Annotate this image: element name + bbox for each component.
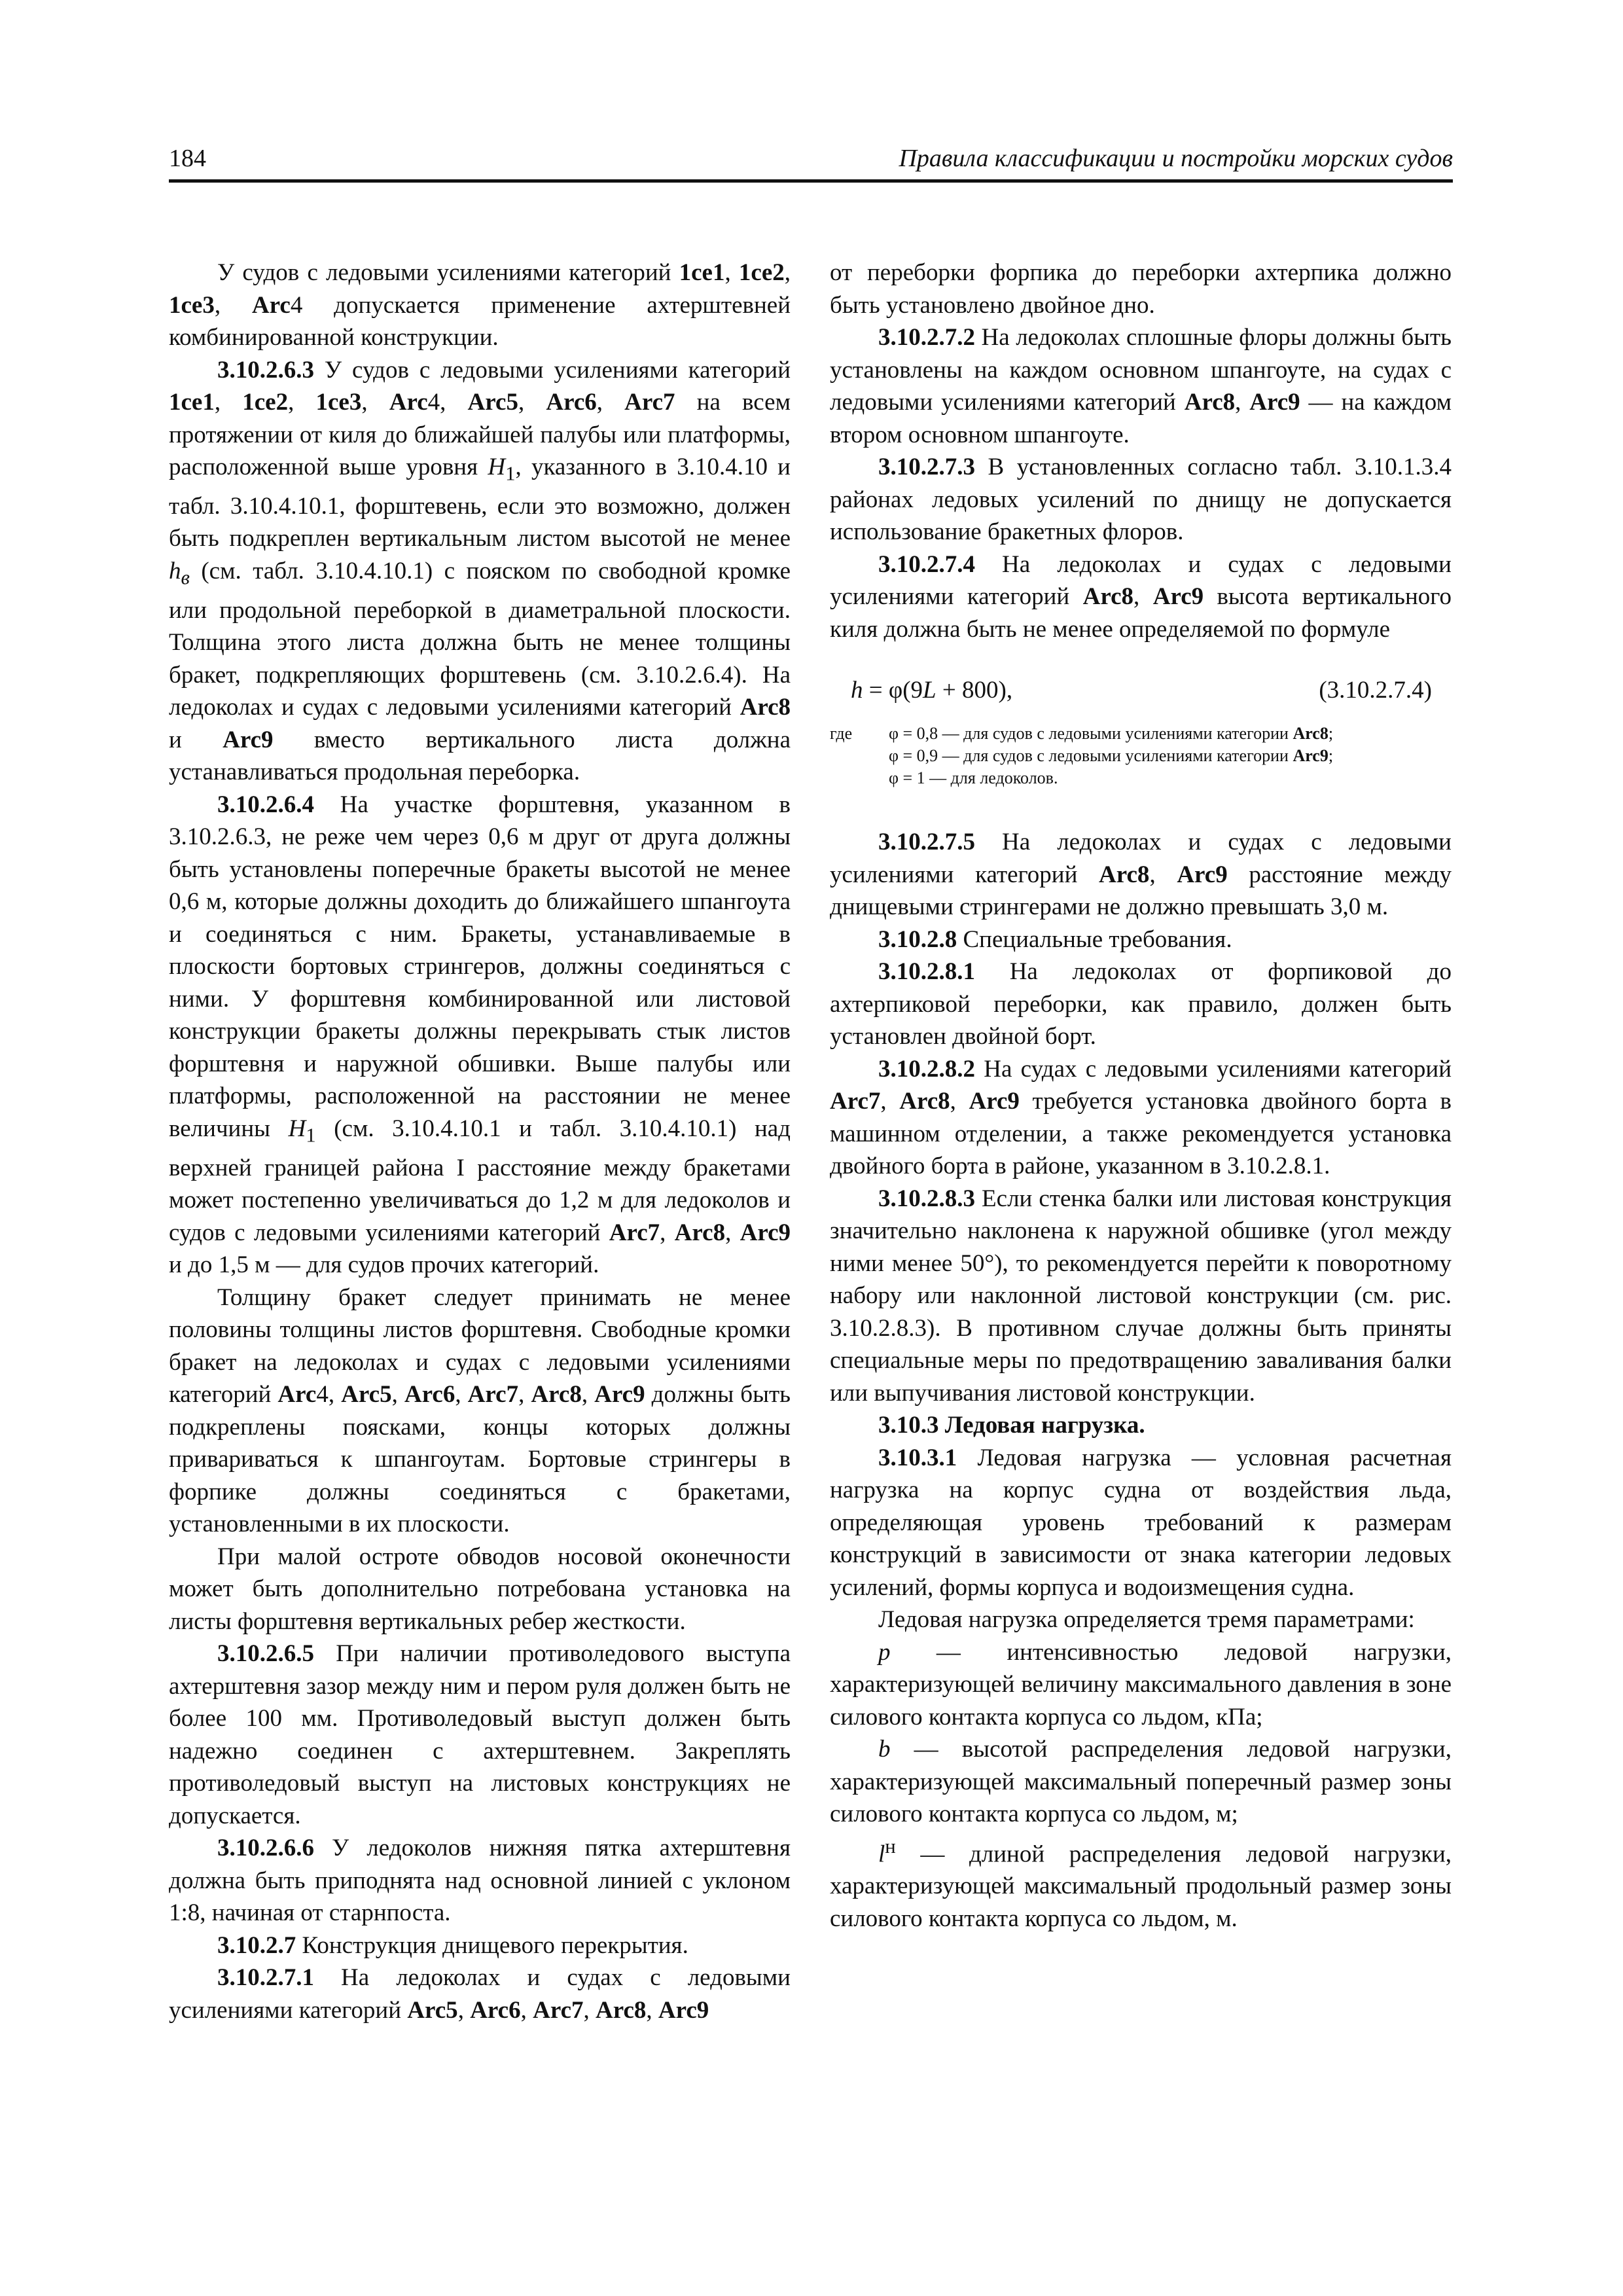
definition: φ = 0,9 — для судов с ледовыми усилениями категории Arc9; <box>889 746 1334 765</box>
definition: φ = 0,8 — для судов с ледовыми усилениями категории Arc8; <box>889 724 1334 743</box>
paragraph-3-10-2-7-4: 3.10.2.7.4 На ледоколах и судах с ледовыми усилениями категорий Arc8, Arc9 высота вертикального киля должна быть не менее определяемой по формуле <box>830 550 1452 643</box>
paragraph-3-10-2-7-2: 3.10.2.7.2 На ледоколах сплошные флоры должны быть установлены на каждом основном шпангоуте, на судах с ледовыми усилениями категорий Arc8, Arc9 — на каждом втором основном шпангоуте. <box>830 324 1452 448</box>
section-number: 3.10.2.8.2 <box>878 1055 975 1083</box>
paragraph-3-10-2-6-4: 3.10.2.6.4 На участке форштевня, указанном в 3.10.2.6.3, не реже чем через 0,6 м друг от друга должны быть установлены поперечные бракеты высотой не менее 0,6 м, которые должны доходить до ближайшего шпангоута и соединяться с ним. Бракеты, устанавливаемые в плоскости бортовых стрингеров, должны соединяться с ними. У форштевня комбинированной или листовой конструкции бракеты должны перекрывать стык листов форштевня и наружной обшивки. Выше палубы или платформы, расположенной на расстоянии не менее величины $H_1$ (см. 3.10.4.10.1 и табл. 3.10.4.10.1) над верхней границей района I расстояние между бракетами может постепенно увеличиваться до 1,2 м для ледоколов и судов с ледовыми усилениями категорий Arc7, Arc8, Arc9 и до 1,5 м — для судов прочих категорий. <box>169 791 791 1279</box>
formula-number: (3.10.2.7.4) <box>1319 677 1432 704</box>
section-number: 3.10.2.7 <box>217 1931 296 1959</box>
section-number: 3.10.2.7.2 <box>878 324 975 351</box>
parameter-p: p — интенсивностью ледовой нагрузки, характеризующей величину максимального давления в зоне силового контакта корпуса со льдом, кПа; <box>830 1638 1452 1731</box>
parameter-b: b — высотой распределения ледовой нагрузки, характеризующей максимальный поперечный размер зоны силового контакта корпуса со льдом, м; <box>830 1736 1452 1827</box>
formula-definitions <box>830 723 1452 789</box>
section-number: 3.10.2.7.4 <box>878 550 975 578</box>
section-number: 3.10.2.8 <box>878 925 957 953</box>
paragraph-3-10-2-8-1: 3.10.2.8.1 На ледоколах от форпиковой до ахтерпиковой переборки, как правило, должен быть установлен двойной борт. <box>830 958 1452 1050</box>
formula <box>830 674 1452 713</box>
section-heading-3-10-3: 3.10.3 Ледовая нагрузка. <box>878 1412 1145 1439</box>
paragraph: Ледовая нагрузка определяется тремя параметрами: <box>878 1606 1415 1633</box>
paragraph-3-10-2-7-5: 3.10.2.7.5 На ледоколах и судах с ледовыми усилениями категорий Arc8, Arc9 расстояние между днищевыми стрингерами не должно превышать 3,0 м. <box>830 829 1452 920</box>
paragraph-3-10-2-8-3: 3.10.2.8.3 Если стенка балки или листовая конструкция значительно наклонена к наружной обшивке (угол между ними менее 50°), то рекомендуется перейти к поворотному набору или наклонной листовой конструкции (см. рис. 3.10.2.8.3). В противном случае должны быть приняты специальные меры по предотвращению заваливания балки или выпучивания листовой конструкции. <box>830 1185 1452 1407</box>
where-label: где <box>830 724 853 743</box>
paragraph: При малой остроте обводов носовой оконечности может быть дополнительно потребована установка на листы форштевня вертикальных ребер жесткости. <box>169 1543 791 1635</box>
paragraph: Толщину бракет следует принимать не менее половины толщины листов форштевня. Свободные кромки бракет на ледоколах и судах с ледовыми усилениями категорий Arc4, Arc5, Arc6, Arc7, Arc8, Arc9 должны быть подкреплены поясками, концы которых должны привариваться к шпангоутам. Бортовые стрингеры в форпике должны соединяться с бракетами, установленными в их плоскости. <box>169 1283 791 1538</box>
paragraph-3-10-2-8-2: 3.10.2.8.2 На судах с ледовыми усилениями категорий Arc7, Arc8, Arc9 требуется установка двойного борта в машинном отделении, а также рекомендуется установка двойного борта в районе, указанном в 3.10.2.8.1. <box>830 1055 1452 1179</box>
paragraph: У судов с ледовыми усилениями категорий 1ce1, 1ce2, 1ce3, Arc4 допускается применение ахтерштевней комбинированной конструкции. <box>169 259 791 351</box>
section-number: 3.10.3.1 <box>878 1444 957 1471</box>
left-column <box>169 257 791 2026</box>
paragraph-3-10-2-7-3: 3.10.2.7.3 В установленных согласно табл. 3.10.1.3.4 районах ледовых усилений по днищу не допускается использование бракетных флоров. <box>830 454 1452 545</box>
parameter-l: $l^н$ — длиной распределения ледовой нагрузки, характеризующей максимальный продольный размер зоны силового контакта корпуса со льдом, м. <box>830 1835 1452 1932</box>
paragraph-3-10-3-1: 3.10.3.1 Ледовая нагрузка — условная расчетная нагрузка на корпус судна от воздействия льда, определяющая уровень требований к размерам конструкций в зависимости от знака категории ледовых усилений, формы корпуса и водоизмещения судна. <box>830 1444 1452 1601</box>
section-number: 3.10.2.8.1 <box>878 958 975 985</box>
definition: φ = 1 — для ледоколов. <box>889 768 1058 787</box>
section-number: 3.10.2.7.5 <box>878 829 975 855</box>
section-number: 3.10.2.6.3 <box>217 356 314 384</box>
section-number: 3.10.2.8.3 <box>878 1185 975 1212</box>
running-title: Правила классификации и постройки морских судов <box>899 145 1453 172</box>
page-header <box>169 143 1453 183</box>
right-column <box>830 257 1452 1935</box>
page-number: 184 <box>169 145 206 172</box>
section-number: 3.10.2.7.1 <box>217 1964 314 1992</box>
paragraph-3-10-2-6-6: 3.10.2.6.6 У ледоколов нижняя пятка ахтерштевня должна быть приподнята над основной линией с уклоном 1:8, начиная от старнпоста. <box>169 1835 791 1927</box>
paragraph-3-10-2-7: 3.10.2.7 Конструкция днищевого перекрытия. <box>217 1931 688 1959</box>
section-number: 3.10.2.7.3 <box>878 454 975 480</box>
paragraph-3-10-2-6-3: 3.10.2.6.3 У судов с ледовыми усилениями категорий 1ce1, 1ce2, 1ce3, Arc4, Arc5, Arc6, Arc7 на всем протяжении от киля до ближайшей палубы или платформы, расположенной выше уровня $H_1$, указанного в 3.10.4.10 и табл. 3.10.4.10.1, форштевень, если это возможно, должен быть подкреплен вертикальным листом высотой не менее $h_в$ (см. табл. 3.10.4.10.1) с пояском по свободной кромке или продольной переборкой в диаметральной плоскости. Толщина этого листа должна быть не менее толщины бракет, подкрепляющих форштевень (см. 3.10.2.6.4). На ледоколах и судах с ледовыми усилениями категорий Arc8 и Arc9 вместо вертикального листа должна устанавливаться продольная переборка. <box>169 356 791 786</box>
section-number: 3.10.2.6.5 <box>217 1640 314 1668</box>
paragraph-3-10-2-8: 3.10.2.8 Специальные требования. <box>878 925 1232 953</box>
paragraph-3-10-2-7-1: 3.10.2.7.1 На ледоколах и судах с ледовыми усилениями категорий Arc5, Arc6, Arc7, Arc8, Arc9 <box>169 1964 791 2024</box>
paragraph-3-10-2-6-5: 3.10.2.6.5 При наличии противоледового выступа ахтерштевня зазор между ним и пером руля должен быть не более 100 мм. Противоледовый выступ должен быть надежно соединен с ахтерштевнем. Закреплять противоледовый выступ на листовых конструкциях не допускается. <box>169 1640 791 1829</box>
formula-expression: h = φ(9L + 800), <box>851 677 1013 704</box>
section-number: 3.10.2.6.4 <box>217 791 314 818</box>
paragraph: от переборки форпика до переборки ахтерпика должно быть установлено двойное дно. <box>830 259 1452 319</box>
section-number: 3.10.2.6.6 <box>217 1835 314 1862</box>
